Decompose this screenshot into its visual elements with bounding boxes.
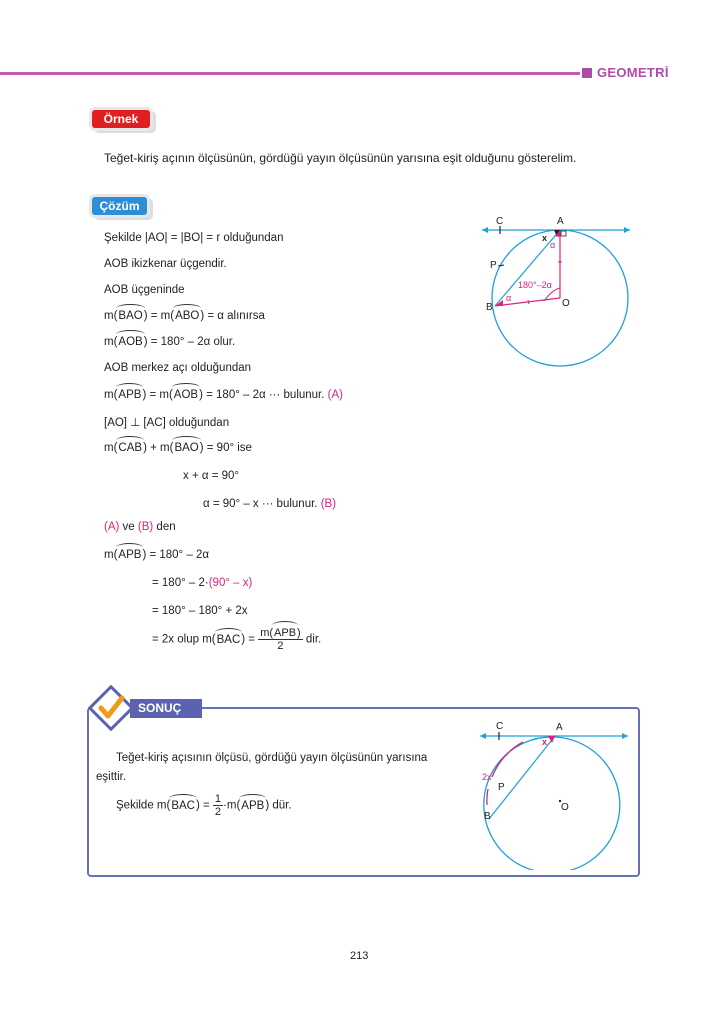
checkmark-icon (88, 685, 134, 731)
solution-line-14: = 180° – 2·(90° – x) (152, 577, 253, 589)
solution-line-2: AOB ikizkenar üçgendir. (104, 258, 227, 270)
label-alpha-a: α (550, 240, 556, 250)
radius-bo (495, 298, 560, 306)
solution-line-7: m(APB) = m(AOB) = 180° – 2α ··· bulunur. (A) (104, 389, 343, 401)
arrow-right-icon (622, 733, 628, 739)
arrow-right-icon (624, 227, 630, 233)
solution-line-4: m(BAO) = m(ABO) = α alınırsa (104, 310, 265, 322)
label-o: O (562, 298, 570, 309)
solution-line-16: = 2x olup m(BAC) = $\frac{\text{m(APB)}}{2}$ dir. (152, 627, 322, 652)
label-b: B (486, 302, 493, 313)
solution-line-8: [AO] ⊥ [AC] olduğundan (104, 417, 230, 429)
label-o: O (561, 802, 569, 813)
arc-2x-upper (492, 742, 523, 777)
label-c: C (496, 721, 504, 732)
solution-line-13: m(APB) = 180° – 2α (104, 549, 209, 561)
result-badge: SONUÇ (130, 699, 202, 718)
right-angle-mark (561, 231, 566, 236)
circle-arc-apb (484, 737, 555, 831)
label-x: x (542, 737, 548, 747)
label-p: P (490, 260, 497, 271)
equal-tick-bo (528, 300, 529, 304)
label-x: x (542, 233, 548, 243)
label-c: C (496, 216, 504, 227)
result-line-2: eşittir. (96, 771, 127, 783)
arrow-left-icon (480, 733, 486, 739)
result-line-1: Teğet-kiriş açısının ölçüsü, gördüğü yayın ölçüsünün yarısına (116, 752, 428, 764)
example-badge: Örnek (92, 110, 150, 128)
angle-x-mark (548, 736, 555, 743)
circle-arc-major (489, 737, 620, 870)
solution-line-3: AOB üçgeninde (104, 284, 185, 296)
solution-line-12: (A) ve (B) den (104, 521, 176, 533)
page-number: 213 (350, 950, 369, 962)
label-p: P (498, 782, 505, 793)
label-a: A (556, 722, 563, 733)
solution-line-11: α = 90° – x ··· bulunur. (B) (203, 498, 337, 510)
chord-ab (489, 736, 555, 819)
solution-line-1: Şekilde |AO| = |BO| = r olduğundan (104, 232, 284, 244)
figure-tangent-chord (470, 210, 640, 370)
header-rule (0, 72, 580, 75)
arc-2x-lower (487, 789, 488, 805)
header-square-icon (582, 68, 592, 78)
solution-line-15: = 180° – 180° + 2x (152, 605, 248, 617)
solution-line-10: x + α = 90° (183, 470, 240, 482)
result-line-3: Şekilde m(BAC) = $\frac{1}{2}$ ·m(APB) dür. (116, 793, 292, 818)
solution-badge: Çözüm (92, 197, 147, 215)
arrow-left-icon (482, 227, 488, 233)
label-a: A (557, 216, 564, 227)
label-angle-aob: 180°–2α (518, 280, 552, 290)
solution-line-5: m(AOB) = 180° – 2α olur. (104, 336, 236, 348)
label-alpha-b: α (506, 293, 512, 303)
chapter-title: GEOMETRİ (597, 65, 669, 80)
tick-p (498, 265, 504, 266)
solution-line-9: m(CAB) + m(BAO) = 90° ise (104, 442, 252, 454)
label-2x: 2x (482, 772, 492, 782)
example-statement: Teğet-kiriş açının ölçüsünün, gördüğü yayın ölçüsünün yarısına eşit olduğunu gösterelim. (104, 151, 577, 165)
label-b: B (484, 811, 491, 822)
figure-result (475, 715, 635, 870)
solution-line-6: AOB merkez açı olduğundan (104, 362, 252, 374)
